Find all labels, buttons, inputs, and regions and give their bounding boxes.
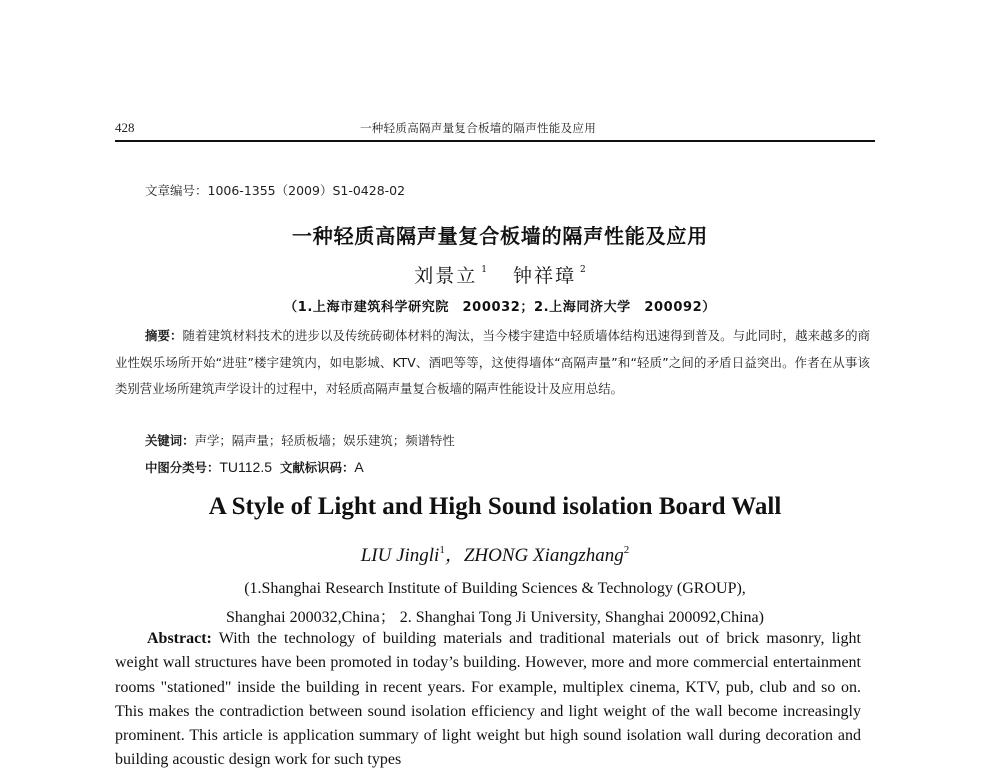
- english-title: A Style of Light and High Sound isolation Board Wall: [208, 493, 782, 520]
- keywords-text: 声学；隔声量；轻质板墙；娱乐建筑；频谱特性: [194, 433, 455, 448]
- chinese-author-name: 刘景立: [414, 265, 478, 287]
- english-author-name: LIU Jingli: [360, 545, 440, 566]
- chinese-author-name: 钟祥璋: [513, 265, 577, 287]
- chinese-author: [513, 261, 586, 288]
- chinese-authors: [0, 261, 1000, 288]
- chinese-affiliation: （1.上海市建筑科学研究院 200032；2.上海同济大学 200092）: [284, 300, 716, 315]
- document-code-value: A: [354, 459, 364, 475]
- running-header: [115, 116, 875, 140]
- document-code-label: 文献标识码：: [280, 460, 355, 475]
- header-rule: [115, 140, 875, 142]
- english-affiliation-line-1: (1.Shanghai Research Institute of Building Sciences & Technology (GROUP),: [244, 580, 746, 597]
- chinese-author: [414, 261, 487, 288]
- article-number: 文章编号：1006-1355（2009）S1-0428-02: [145, 183, 406, 198]
- clc-label: 中图分类号：: [145, 460, 220, 475]
- running-title: 一种轻质高隔声量复合板墙的隔声性能及应用: [360, 121, 596, 135]
- classification-line: [145, 458, 364, 476]
- clc-value: TU112.5: [219, 459, 273, 475]
- affiliation-mark: 2: [580, 265, 586, 275]
- chinese-keywords: [145, 431, 455, 449]
- affiliation-mark: 1: [439, 544, 445, 556]
- page-number: 428: [115, 120, 135, 135]
- keywords-label: 关键词：: [145, 433, 195, 448]
- chinese-abstract: [115, 323, 870, 403]
- english-abstract-text: With the technology of building materials and traditional materials out of brick masonry, light weight wall structures have been promoted in today’s building. However, more and more commercial entertainment rooms "stationed" inside the building in recent years. For example, multiplex cinema, KTV, pub, club and so on. This makes the contradiction between sound isolation efficiency and light weight of the wall become increasingly prominent. This article is application summary of light weight but high sound isolation wall during decoration and building acoustic design work for such types: [115, 630, 861, 769]
- chinese-title: 一种轻质高隔声量复合板墙的隔声性能及应用: [292, 224, 708, 248]
- english-authors: [0, 540, 990, 567]
- author-separator: ，: [444, 545, 464, 566]
- chinese-abstract-label: 摘要：: [145, 328, 183, 343]
- english-abstract-label: Abstract:: [147, 630, 212, 647]
- english-affiliation-line-2: Shanghai 200032,China； 2. Shanghai Tong Ji University, Shanghai 200092,China): [226, 609, 764, 626]
- english-abstract: [115, 627, 861, 773]
- chinese-abstract-text: 随着建筑材料技术的进步以及传统砖砌体材料的淘汰，当今楼宇建造中轻质墙体结构迅速得到普及。与此同时，越来越多的商业性娱乐场所开始“进驻”楼宇建筑内，如电影城、KTV、酒吧等等，这使得墙体“高隔声量”和“轻质”之间的矛盾日益突出。作者在从事该类别营业场所建筑声学设计的过程中，对轻质高隔声量复合板墙的隔声性能设计及应用总结。: [115, 328, 871, 396]
- affiliation-mark: 1: [481, 265, 487, 275]
- english-author-name: ZHONG Xiangzhang: [463, 545, 624, 566]
- affiliation-mark: 2: [623, 544, 630, 556]
